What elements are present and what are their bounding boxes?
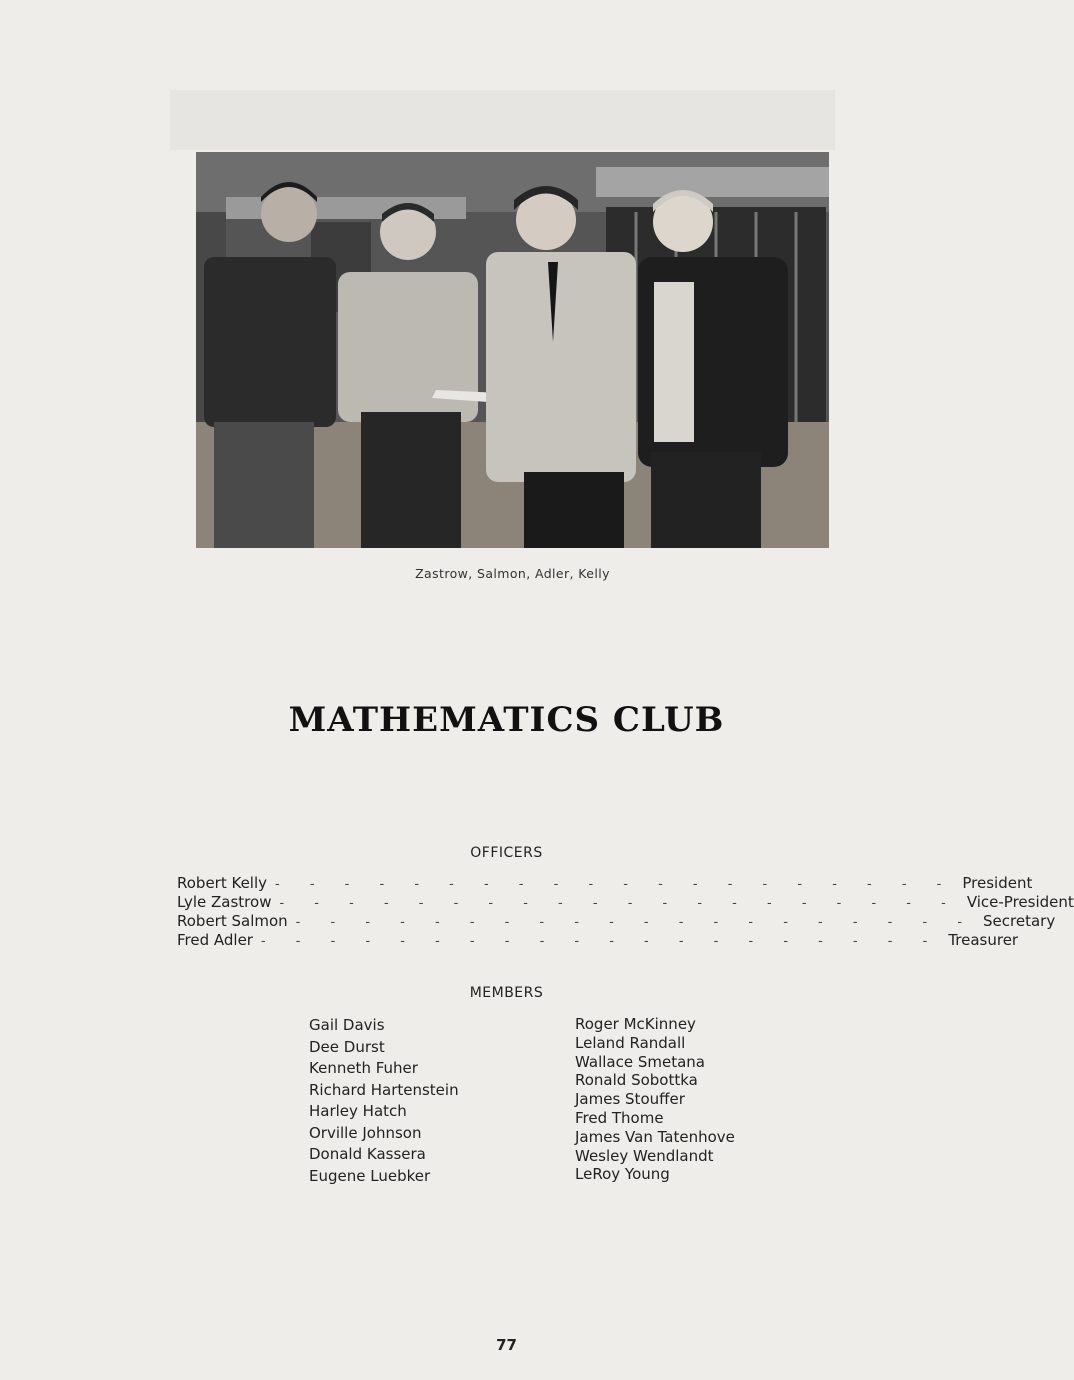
officer-row <box>177 931 1019 950</box>
officers-heading: OFFICERS <box>470 845 543 861</box>
member-name: Richard Hartenstein <box>309 1080 459 1099</box>
officer-name: Robert Salmon <box>177 912 288 930</box>
officer-role: Vice-President <box>966 893 1074 911</box>
member-name: Eugene Luebker <box>309 1166 431 1185</box>
member-name: Wallace Smetana <box>575 1052 705 1071</box>
member-name: Orville Johnson <box>309 1123 422 1142</box>
members-column-left <box>309 1015 569 1187</box>
bleed-through-shadow <box>170 90 835 150</box>
member-name: James Van Tatenhove <box>575 1127 735 1146</box>
officer-role: Secretary <box>983 912 1056 930</box>
member-name: James Stouffer <box>575 1090 685 1109</box>
photo-caption: Zastrow, Salmon, Adler, Kelly <box>415 566 610 581</box>
officer-row <box>177 893 1074 912</box>
page-title: MATHEMATICS CLUB <box>288 700 725 740</box>
leader-dashes: - - - - - - - - - - - - - - - - - - - - <box>260 934 941 949</box>
member-name: Ronald Sobottka <box>575 1071 698 1090</box>
officer-role: Treasurer <box>948 931 1019 949</box>
officer-name: Lyle Zastrow <box>177 893 272 911</box>
leader-dashes: - - - - - - - - - - - - - - - - - - - - <box>295 915 976 930</box>
officer-row <box>177 874 1033 893</box>
member-name: Leland Randall <box>575 1033 686 1052</box>
member-name: Harley Hatch <box>309 1102 407 1120</box>
member-name: Gail Davis <box>309 1016 385 1034</box>
members-heading: MEMBERS <box>469 985 544 1001</box>
officer-name: Robert Kelly <box>177 874 268 892</box>
member-name: LeRoy Young <box>575 1165 670 1184</box>
member-name: Dee Durst <box>309 1037 385 1056</box>
member-name: Kenneth Fuher <box>309 1059 418 1077</box>
member-name: Fred Thome <box>575 1108 664 1127</box>
member-name: Donald Kassera <box>309 1145 426 1163</box>
members-column-right <box>575 1015 835 1184</box>
group-photo <box>196 152 829 548</box>
leader-dashes: - - - - - - - - - - - - - - - - - - - - <box>275 877 955 892</box>
officers-list <box>177 874 1074 950</box>
member-name: Wesley Wendlandt <box>575 1146 714 1165</box>
officer-name: Fred Adler <box>177 931 253 949</box>
leader-dashes: - - - - - - - - - - - - - - - - - - - - <box>279 896 959 911</box>
officer-row <box>177 912 1056 931</box>
member-name: Roger McKinney <box>575 1015 696 1033</box>
officer-role: President <box>962 874 1033 892</box>
page-number: 77 <box>496 1336 517 1354</box>
